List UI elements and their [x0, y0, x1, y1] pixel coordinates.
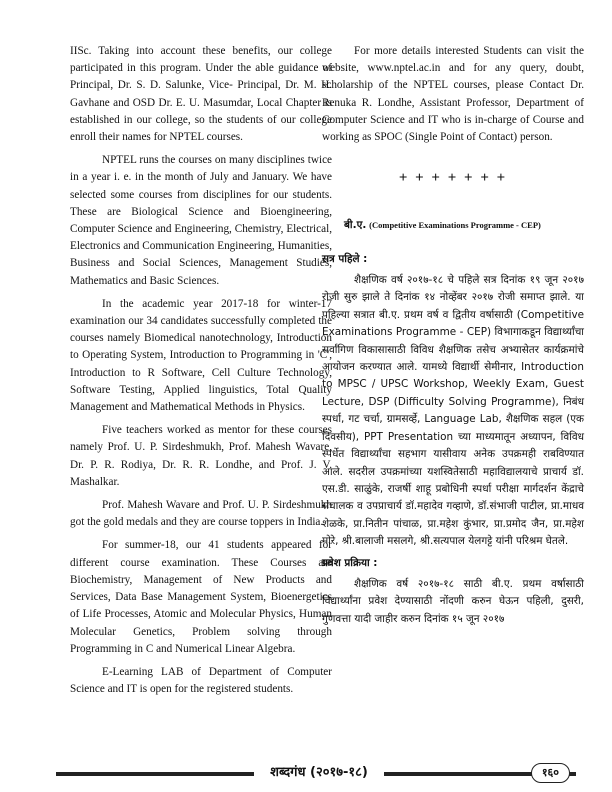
- right-column: [322, 43, 584, 628]
- paragraph: For more details interested Students can visit the website, www.nptel.ac.in and for any query, doubt, scholarship of the NPTEL courses, please Contact Dr. Renuka R. Londhe, Assistant Professor, Department of Computer Science and IT who is in-charge of Course and working as SPOC (Single Point of Contact) person.: [322, 45, 584, 144]
- paragraph: शैक्षणिक वर्ष २०१७-१८ साठी बी.ए. प्रथम वर्षासाठी विद्यार्थ्यांना प्रवेश देण्यासाठी नोंदणी करुन घेऊन पहिली, दुसरी, गुणवत्ता यादी जाहीर करुन दिनांक १५ जून २०१७: [322, 577, 584, 625]
- section-title: [344, 217, 584, 234]
- heading-admission-process: प्रवेश प्रक्रिया :: [322, 556, 378, 569]
- page-footer: [56, 762, 576, 784]
- section-title-marathi: बी.ए.: [344, 219, 367, 232]
- paragraph: In the academic year 2017-18 for winter-17 examination our 34 candidates successfully completed the courses namely Biomedical nanotechnology, Introduction to Operating System, Introduction to Programming in 'C', Introduction to R Software, Cell Culture Technology, Software Testing, Applied linguistics, Total Quality Management and Mathematical Methods in Physics.: [70, 297, 332, 414]
- paragraph: Prof. Mahesh Wavare and Prof. U. P. Sirdeshmukh got the gold medals and they are course toppers in India.: [70, 499, 332, 529]
- paragraph: NPTEL runs the courses on many disciplines twice in a year i. e. in the month of July and January. We have selected some courses from disciplines for our students. These are Biological Science and Bioengineering, Computer Science and Engineering, Chemistry, Electrical, Electronics and Communication Engineering, Humanities, Business and Social Sciences, Management Studies, Mathematics and Basic Sciences.: [70, 154, 332, 287]
- footer-title: शब्दगंध (२०१७-१८): [254, 762, 384, 784]
- section-divider: + + + + + + +: [398, 170, 508, 187]
- left-column: [70, 43, 332, 698]
- paragraph: शैक्षणिक वर्ष २०१७-१८ चे पहिले सत्र दिनांक १९ जून २०१७ रोजी सुरु झाले ते दिनांक १४ नोव्हेंबर २०१७ रोजी समाप्त झाले. या पहिल्या सत्रात बी.ए. प्रथम वर्ष व द्वितीय वर्षासाठी (Competitive Examinations Programme - CEP) विभागाकडून विद्यार्थ्यांचा सर्वांगिण विकासासाठी विविध शैक्षणिक तसेच अभ्यासेतर कार्यक्रमांचे आयोजन करण्यात आले. यामध्ये विद्यार्थी सेमीनार, Introduction to MPSC / UPSC Workshop, Weekly Exam, Guest Lecture, DSP (Difficulty Solving Programme), निबंध स्पर्धा, गट चर्चा, ग्रामसर्व्हे, Language Lab, शैक्षणिक सहल (एक दिवसीय), PPT Presentation च्या माध्यमातून अध्यापन, विविध स्पर्धेत विद्यार्थ्यांचा सहभाग यासीवाय अनेक उपक्रमही राबविण्यात आले. सदरील उपक्रमांच्या यशस्वितेसाठी महाविद्यालयाचे प्राचार्य डॉ. एस.डी. साळुंके, राजर्षी शाहू प्रबोधिनी स्पर्धा परीक्षा मार्गदर्शन केंद्राचे संचालक व उपप्राचार्य डॉ.महादेव गव्हाणे, डॉ.संभाजी पाटील, प्रा.माधव शेळके, प्रा.नितीन पांचाळ, प्रा.महेश कुंभार, प्रा.प्रमोद जैन, प्रा.महेश मोरे, श्री.बालाजी मसलगे, श्री.सत्यपाल येलगट्टे यांनी परिश्रम घेतले.: [322, 274, 584, 548]
- page-number: १६०: [531, 763, 570, 783]
- paragraph: IISc. Taking into account these benefits, our college participated in this program. Under the able guidance of Principal, Dr. S. D. Salunke, Vice- Principal, Dr. M. H. Gavhane and OSD Dr. E. U. Masumdar, Local Chapter is established in our college, so the students of our college enroll their names for NPTEL courses.: [70, 45, 332, 144]
- paragraph: E-Learning LAB of Department of Computer Science and IT is open for the registered students.: [70, 665, 332, 696]
- paragraph: Five teachers worked as mentor for these courses namely Prof. U. P. Sirdeshmukh, Prof. Mahesh Wavare, Dr. P. R. Rodiya, Dr. R. R. Londhe, and Prof. J. V. Mashalkar.: [70, 424, 332, 488]
- section-title-english: (Competitive Examinations Programme - CEP): [369, 220, 541, 231]
- paragraph: For summer-18, our 41 students appeared for different course examination. These Courses are Biochemistry, Management of New Products and Services, Data Base Management System, Bioenergetics of Life Processes, Atomic and Molecular Physics, Human Molecular Genetics, Problem solving through Programming in C and Numerical Linear Algebra.: [70, 539, 332, 655]
- heading-first-semester: सत्र पहिले :: [322, 252, 368, 265]
